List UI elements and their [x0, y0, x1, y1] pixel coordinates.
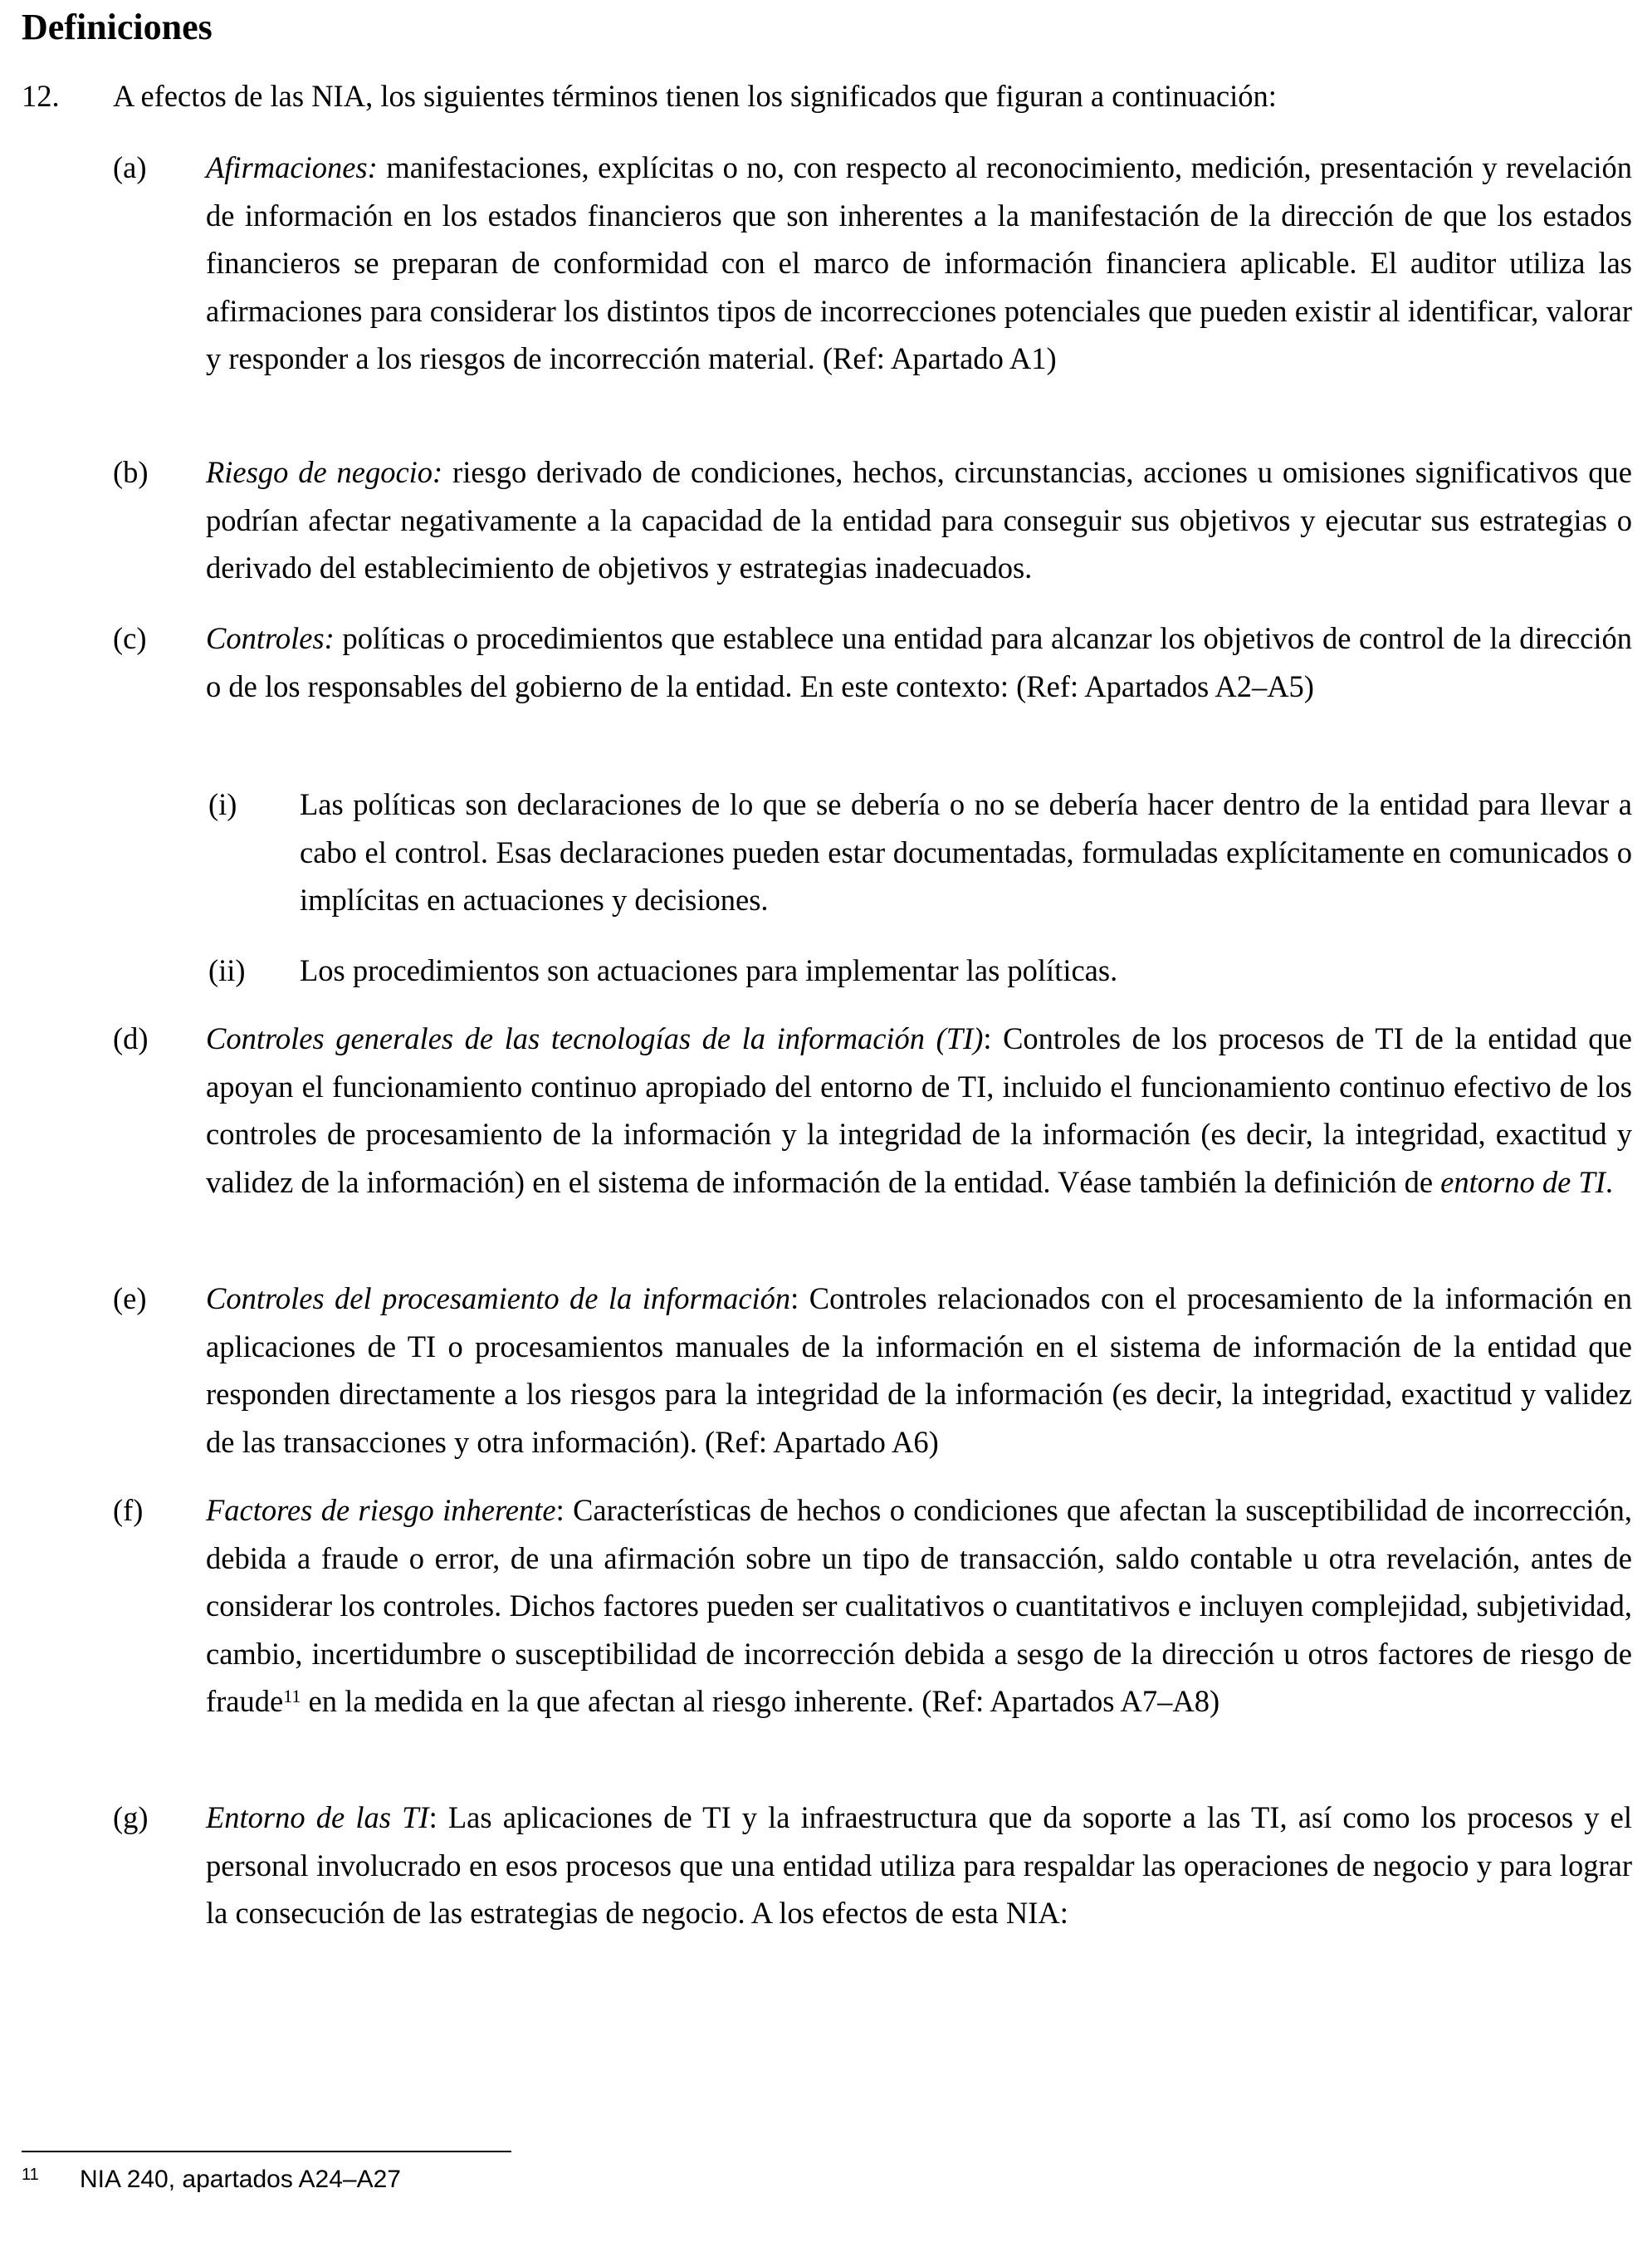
footnote-text: NIA 240, apartados A24–A27 — [80, 2166, 401, 2193]
item-letter: (b) — [113, 455, 149, 489]
paragraph-number: 12. — [22, 79, 60, 113]
definition-term: Factores de riesgo inherente — [206, 1493, 556, 1527]
definition-text: políticas o procedimientos que establece una entidad para alcanzar los objetivos de control de la dirección o de los responsables del gobierno de la entidad. En este contexto: (Ref: Apartados A2–A5) — [206, 621, 1632, 703]
definition-text-end: . — [1605, 1164, 1613, 1199]
definition-term: Controles: — [206, 621, 335, 655]
paragraph-intro: A efectos de las NIA, los siguientes términos tienen los significados que figuran a continuación: — [113, 79, 1277, 113]
definition-term: Controles del procesamiento de la información — [206, 1281, 791, 1315]
definition-body — [206, 144, 1632, 383]
definition-text: : Controles relacionados con el procesamiento de la información en aplicaciones de TI o procesamientos manuales de la información en el sistema de información de la entidad que responden directamente a los riesgos para la integridad de la información (es decir, la integridad, exactitud y validez de las transacciones y otra información). (Ref: Apartado A6) — [206, 1281, 1632, 1459]
definition-text-end: en la medida en la que afectan al riesgo inherente. (Ref: Apartados A7–A8) — [301, 1684, 1220, 1718]
item-letter: (e) — [113, 1281, 147, 1315]
definition-text: riesgo derivado de condiciones, hechos, circunstancias, acciones u omisiones significativos que podrían afectar negativamente a la capacidad de la entidad para conseguir sus objetivos y ejecutar sus estrategias o derivado del establecimiento de objetivos y estrategias inadecuados. — [206, 455, 1633, 585]
subitem-numeral: (ii) — [208, 953, 246, 987]
footnote-divider — [22, 2151, 511, 2152]
item-letter: (g) — [113, 1800, 149, 1834]
definition-term: Riesgo de negocio: — [206, 455, 443, 489]
definition-body — [206, 1015, 1632, 1206]
subitem-text: Los procedimientos son actuaciones para implementar las políticas. — [300, 953, 1118, 987]
definition-body — [206, 1275, 1632, 1466]
definition-term: Afirmaciones: — [206, 150, 378, 184]
subitem-numeral: (i) — [208, 787, 237, 821]
item-letter: (a) — [113, 150, 147, 184]
definition-term: Entorno de las TI — [206, 1800, 429, 1834]
definition-body — [206, 1794, 1632, 1937]
item-letter: (f) — [113, 1493, 144, 1527]
definition-body — [206, 1486, 1632, 1726]
item-letter: (c) — [113, 621, 147, 655]
subitem-text: Las políticas son declaraciones de lo que se debería o no se debería hacer dentro de la entidad para llevar a cabo el control. Esas declaraciones pueden estar documentadas, formuladas explícitamente en comunicados o implícitas en actuaciones y decisiones. — [300, 787, 1632, 917]
definition-text: : Las aplicaciones de TI y la infraestructura que da soporte a las TI, así como los procesos y el personal involucrado en esos procesos que una entidad utiliza para respaldar las operaciones de negocio y para lograr la consecución de las estrategias de negocio. A los efectos de esta NIA: — [206, 1800, 1632, 1930]
definition-text: manifestaciones, explícitas o no, con respecto al reconocimiento, medición, presentación y revelación de información en los estados financieros que son inherentes a la manifestación de la dirección de que los estados financieros se preparan de conformidad con el marco de información financiera aplicable. El auditor utiliza las afirmaciones para considerar los distintos tipos de incorrecciones potenciales que pueden existir al identificar, valorar y responder a los riesgos de incorrección material. (Ref: Apartado A1) — [206, 150, 1632, 375]
section-heading: Definiciones — [22, 7, 213, 47]
definition-term-reference: entorno de TI — [1440, 1164, 1606, 1199]
item-letter: (d) — [113, 1021, 149, 1055]
definition-body — [206, 614, 1632, 710]
footnote-number: 11 — [22, 2166, 39, 2184]
definition-text: : Controles de los procesos de TI de la entidad que apoyan el funcionamiento continuo apropiado del entorno de TI, incluido el funcionamiento continuo efectivo de los controles de procesamiento de la información y la integridad de la información (es decir, la integridad, exactitud y validez de la información) en el sistema de información de la entidad. Véase también la definición de — [206, 1021, 1632, 1199]
definition-text: : Características de hechos o condiciones que afectan la susceptibilidad de incorrección, debida a fraude o error, de una afirmación sobre un tipo de transacción, saldo contable u otra revelación, antes de considerar los controles. Dichos factores pueden ser cualitativos o cuantitativos e incluyen complejidad, subjetividad, cambio, incertidumbre o susceptibilidad de incorrección debida a sesgo de la dirección u otros factores de riesgo de fraude — [206, 1493, 1632, 1718]
definition-body — [206, 448, 1632, 592]
definition-term: Controles generales de las tecnologías de la información (TI) — [206, 1021, 984, 1055]
footnote-reference[interactable]: 11 — [283, 1685, 301, 1706]
